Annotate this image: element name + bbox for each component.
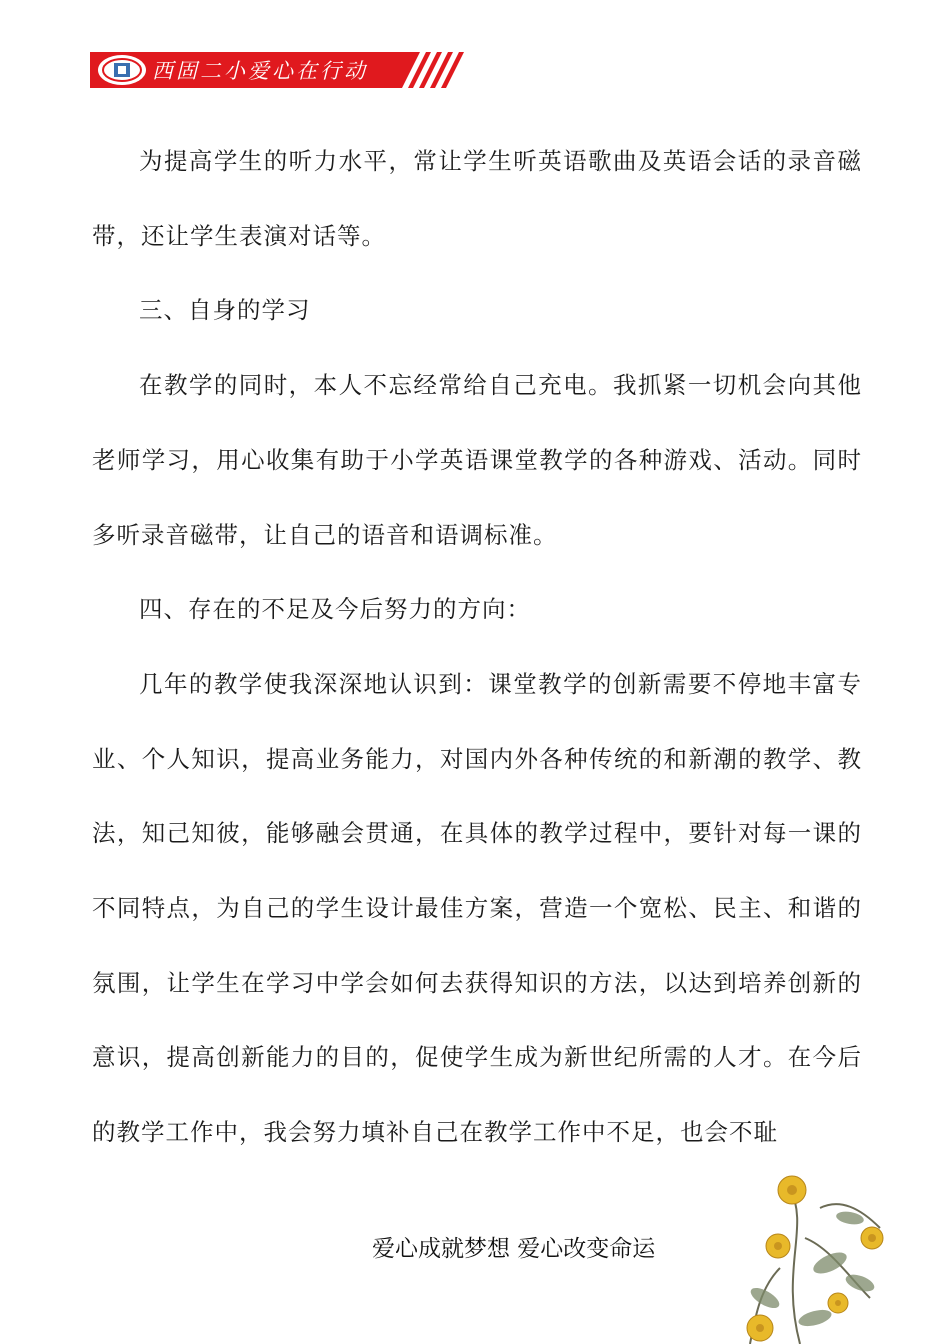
body-paragraph: 为提高学生的听力水平，常让学生听英语歌曲及英语会话的录音磁带，还让学生表演对话等。	[92, 147, 862, 250]
banner-title: 西固二小爱心在行动	[152, 59, 368, 83]
header-banner	[90, 50, 470, 90]
body-paragraph: 几年的教学使我深深地认识到：课堂教学的创新需要不停地丰富专业、个人知识，提高业务能力，对国内外各种传统的和新潮的教学、教法，知己知彼，能够融会贯通，在具体的教学过程中，要针对每一课的不同特点，为自己的学生设计最佳方案，营造一个宽松、民主、和谐的氛围，让学生在学习中学会如何去获得知识的方法，以达到培养创新的意识，提高创新能力的目的，促使学生成为新世纪所需的人才。在今后的教学工作中，我会努力填补自己在教学工作中不足，也会不耻	[92, 669, 862, 1147]
chrysanthemum-flowers-icon	[720, 1168, 900, 1344]
body-paragraph: 在教学的同时，本人不忘经常给自己充电。我抓紧一切机会向其他老师学习，用心收集有助于小学英语课堂教学的各种游戏、活动。同时多听录音磁带，让自己的语音和语调标准。	[92, 371, 862, 549]
school-emblem-icon	[98, 55, 146, 85]
footer-slogan: 爱心成就梦想 爱心改变命运	[372, 1236, 656, 1262]
section-heading: 三、自身的学习	[139, 296, 311, 325]
section-heading: 四、存在的不足及今后努力的方向：	[139, 595, 531, 624]
document-body	[92, 124, 862, 1170]
